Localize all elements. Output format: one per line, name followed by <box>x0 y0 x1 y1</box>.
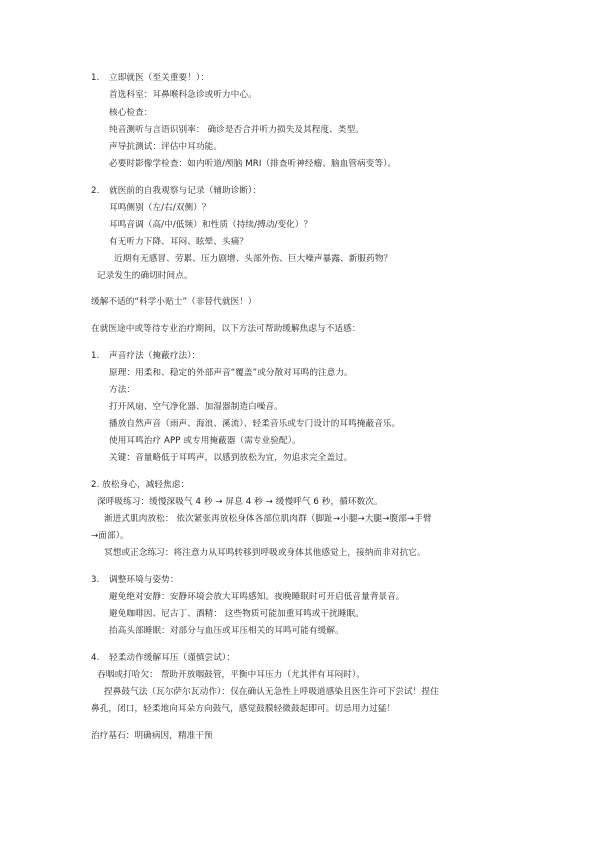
paragraph-line: →面部）。 <box>91 531 129 541</box>
paragraph-line: 抬高头部睡眠：对部分与血压或耳压相关的耳鸣可能有缓解。 <box>109 626 344 636</box>
section-title: 就医前的自我观察与记录（辅助诊断）： <box>109 186 262 196</box>
paragraph-line: 避免绝对安静：安静环境会放大耳鸣感知。夜晚睡眠时可开启低音量背景音。 <box>109 592 405 602</box>
footer-line: 治疗基石：明确病因，精准干预 <box>91 731 213 741</box>
paragraph-line: 核心检查： <box>109 108 153 118</box>
section-2-heading <box>91 185 261 197</box>
paragraph-line: 近期有无感冒、劳累、压力剧增、头部外伤、巨大噪声暴露、新服药物？ <box>114 254 393 264</box>
tip-1-heading <box>91 350 200 362</box>
paragraph-line: 必要时影像学检查：如内听道/颅脑 MRI（排查听神经瘤、脑血管病变等）。 <box>109 159 397 169</box>
paragraph-line: 声导抗测试：评估中耳功能。 <box>109 142 223 152</box>
section-number: 4. <box>91 653 100 663</box>
tips-heading: 缓解不适的“科学小贴士”（非替代就医！） <box>91 297 257 307</box>
section-title: 轻柔动作缓解耳压（谨慎尝试）： <box>109 653 236 663</box>
paragraph-line: 有无听力下降、耳闷、眩晕、头痛？ <box>109 237 249 247</box>
section-title: 调整环境与姿势： <box>109 575 179 585</box>
paragraph-line: 避免咖啡因、尼古丁、酒精： 这些物质可能加重耳鸣或干扰睡眠。 <box>109 609 364 619</box>
paragraph-line: 捏鼻鼓气法（瓦尔萨尔瓦动作）：仅在确认无急性上呼吸道感染且医生许可下尝试！捏住 <box>104 687 439 697</box>
section-number: 2. <box>91 186 100 196</box>
paragraph-line: 打开风扇、空气净化器、加湿器制造白噪音。 <box>109 402 283 412</box>
paragraph-line: 使用耳鸣治疗 APP 或专用掩蔽器（需专业验配）。 <box>109 436 301 446</box>
paragraph-line: 首选科室：耳鼻喉科急诊或听力中心。 <box>109 90 257 100</box>
section-title: 立即就医（至关重要！）： <box>109 73 210 83</box>
paragraph-line: 播放自然声音（雨声、海浪、溪流）、轻柔音乐或专门设计的耳鸣掩蔽音乐。 <box>109 419 401 429</box>
intro-paragraph: 在就医途中或等待专业治疗期间，以下方法可帮助缓解焦虑与不适感： <box>91 324 361 334</box>
paragraph-line: 耳鸣音调（高/中/低频）和性质（持续/搏动/变化）？ <box>109 220 313 230</box>
paragraph-line: 渐进式肌肉放松： 依次紧张再放松身体各部位肌肉群（脚趾→小腿→大腿→腹部→手臂 <box>104 514 432 524</box>
paragraph-line: 方法： <box>109 385 136 395</box>
tip-4-heading <box>91 652 235 664</box>
paragraph-line: 关键：音量略低于耳鸣声，以感到放松为宜，勿追求完全盖过。 <box>109 453 353 463</box>
section-number: 1. <box>91 73 100 83</box>
paragraph-line: 原理：用柔和、稳定的外部声音“覆盖”或分散对耳鸣的注意力。 <box>109 368 353 378</box>
tip-2-heading: 2. 放松身心，减轻焦虑： <box>91 480 190 490</box>
paragraph-line: 记录发生的确切时间点。 <box>97 271 193 281</box>
section-1-heading <box>91 72 209 84</box>
paragraph-line: 吞咽或打哈欠： 帮助开放咽鼓管，平衡中耳压力（尤其伴有耳闷时）。 <box>97 670 366 680</box>
paragraph-line: 纯音测听与言语识别率： 确诊是否合并听力损失及其程度、类型。 <box>109 125 364 135</box>
tip-3-heading <box>91 574 179 586</box>
section-title: 声音疗法（掩蔽疗法）： <box>109 351 201 361</box>
section-number: 1. <box>91 351 100 361</box>
section-number: 3. <box>91 575 100 585</box>
paragraph-line: 鼻孔，闭口，轻柔地向耳朵方向鼓气，感觉鼓膜轻微鼓起即可。切忌用力过猛！ <box>91 704 396 714</box>
paragraph-line: 深呼吸练习：缓慢深吸气 4 秒 → 屏息 4 秒 → 缓慢呼气 6 秒，循环数次。 <box>97 497 383 507</box>
paragraph-line: 冥想或正念练习：将注意力从耳鸣转移到呼吸或身体其他感觉上，接纳而非对抗它。 <box>104 548 426 558</box>
paragraph-line: 耳鸣侧别（左/右/双侧）？ <box>109 203 211 213</box>
